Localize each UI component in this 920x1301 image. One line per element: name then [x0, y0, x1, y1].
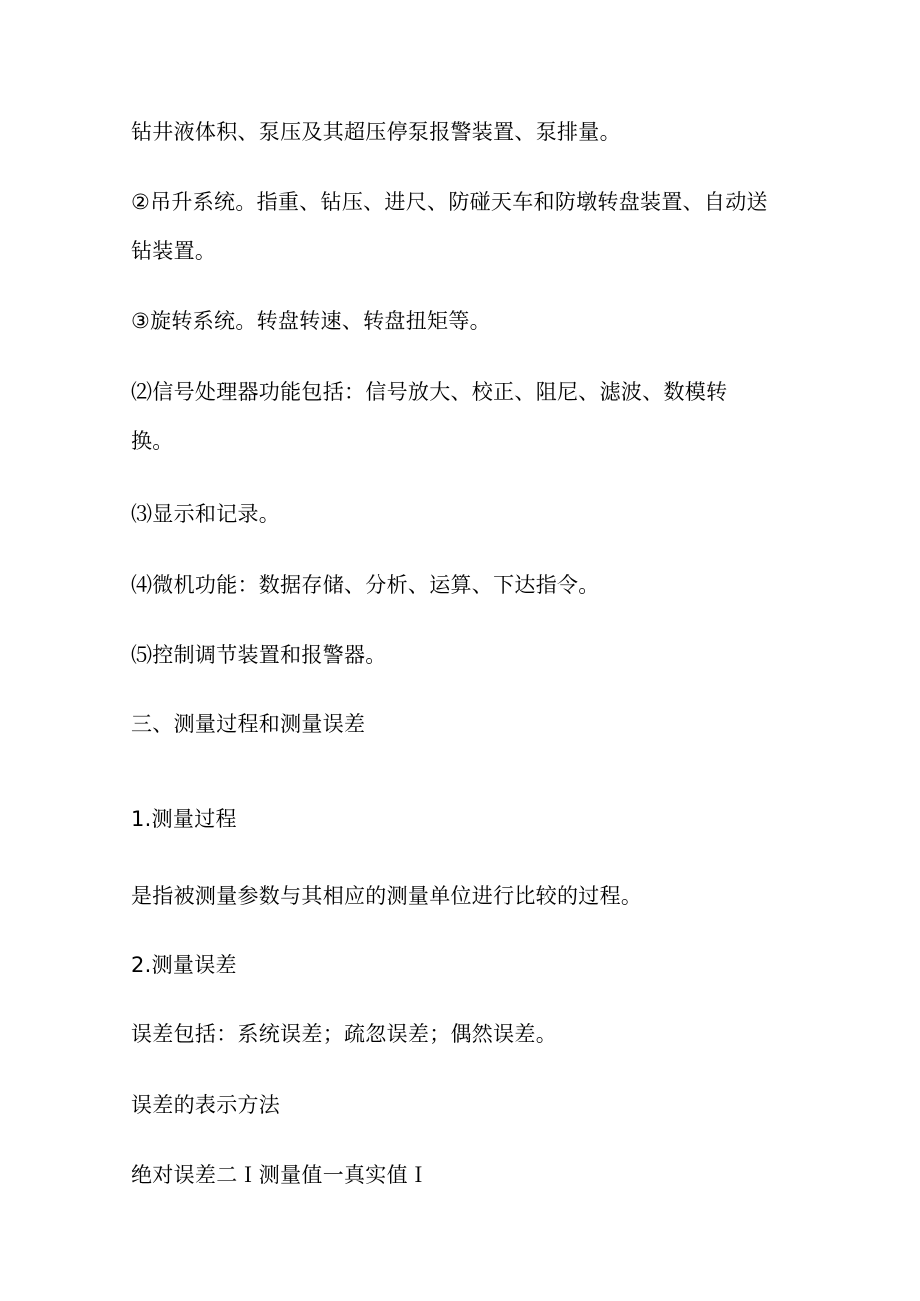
subheading-measurement-process: 1.测量过程	[131, 807, 237, 831]
text-line-error-representation: 误差的表示方法	[131, 1093, 281, 1117]
text-line-error-types: 误差包括：系统误差；疏忽误差；偶然误差。	[131, 1022, 557, 1046]
text-line-display-record: ⑶显示和记录。	[131, 502, 281, 526]
text-line-hoisting-system: ②吊升系统。指重、钻压、进尺、防碰天车和防墩转盘装置、自动送	[131, 190, 768, 214]
subheading-measurement-error: 2.测量误差	[131, 953, 237, 977]
text-line-rotation-system: ③旋转系统。转盘转速、转盘扭矩等。	[131, 309, 491, 333]
text-line-conversion: 换。	[131, 429, 174, 453]
text-line-control-alarm: ⑸控制调节装置和报警器。	[131, 643, 387, 667]
text-line-drilling-fluid: 钻井液体积、泵压及其超压停泵报警装置、泵排量。	[131, 120, 621, 144]
text-line-process-definition: 是指被测量参数与其相应的测量单位进行比较的过程。	[131, 884, 643, 908]
text-line-auto-feed: 钻装置。	[131, 239, 217, 263]
section-heading-measurement: 三、测量过程和测量误差	[131, 712, 366, 736]
text-line-signal-processor: ⑵信号处理器功能包括：信号放大、校正、阻尼、滤波、数模转	[131, 380, 728, 404]
text-line-absolute-error: 绝对误差二Ｉ测量值一真实值Ｉ	[131, 1163, 430, 1187]
text-line-microcomputer: ⑷微机功能：数据存储、分析、运算、下达指令。	[131, 573, 600, 597]
